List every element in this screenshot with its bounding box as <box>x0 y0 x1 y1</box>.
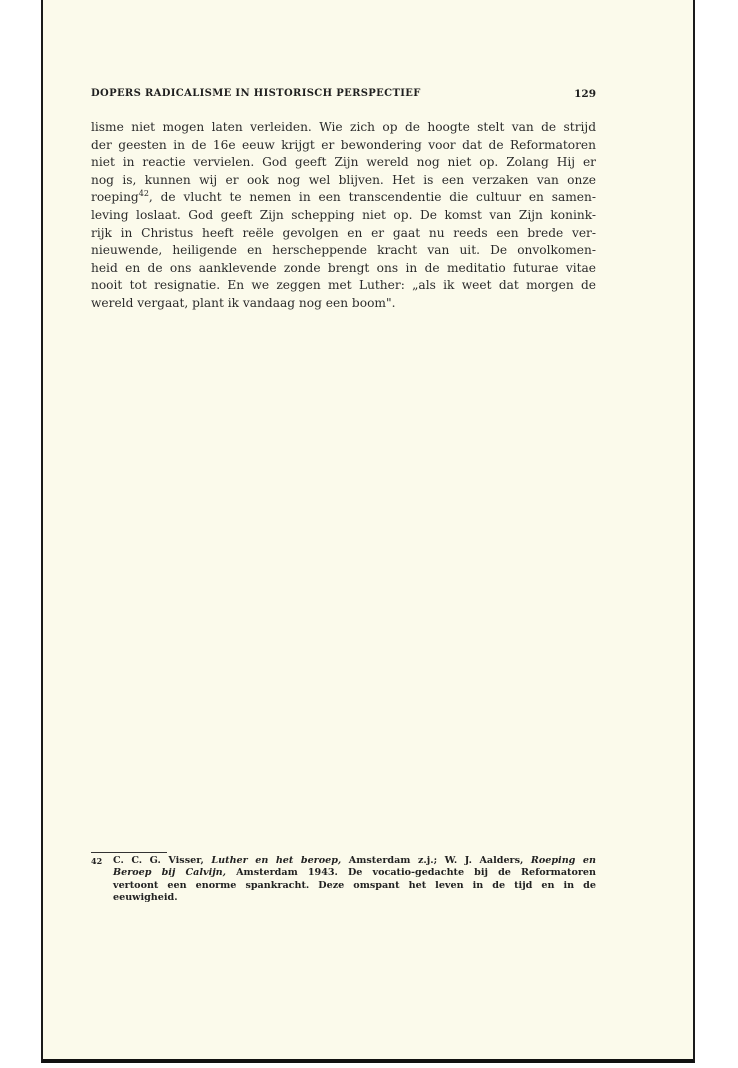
footnote-citation-2: Amsterdam 1943. De vocatio-gedachte bij de Reformatoren <box>226 867 596 879</box>
body-line: der geesten in de 16e eeuw krijgt er bewondering voor dat de Reformatoren <box>91 137 596 152</box>
body-line: nieuwende, heiligende en herscheppende kracht van uit. De onvolkomen- <box>91 243 596 258</box>
body-line-end: , de vlucht te nemen in een transcendentie die cultuur en samen- <box>148 190 596 205</box>
footnote-title-roeping: Roeping en <box>530 855 596 866</box>
body-line: heid en de ons aanklevende zonde brengt ons in de meditatio futurae vitae <box>91 260 596 275</box>
footnote-line: vertoont een enorme spankracht. Deze omspant het leven in de tijd en in de <box>113 879 596 891</box>
footnote-number: 42 <box>91 856 103 866</box>
footnote-line <box>113 855 596 867</box>
running-header <box>91 88 596 104</box>
footnote-citation: Amsterdam z.j.; W. J. Aalders, <box>341 855 531 866</box>
body-line-with-footnote-ref <box>91 189 596 207</box>
footnote-body <box>113 855 596 904</box>
footnote-line: eeuwigheid. <box>113 891 178 903</box>
body-line: wereld vergaat, plant ik vandaag nog een boom". <box>91 295 396 310</box>
body-line: nog is, kunnen wij er ook nog wel blijven. Het is een verzaken van onze <box>91 172 596 187</box>
body-line: nooit tot resignatie. En we zeggen met Luther: „als ik weet dat morgen de <box>91 278 596 293</box>
footnote-title-beroep: Beroep bij Calvijn, <box>113 867 226 879</box>
footnote-divider <box>91 852 167 853</box>
footnote-title-luther: Luther en het beroep, <box>211 855 342 866</box>
body-line: leving loslaat. God geeft Zijn schepping niet op. De komst van Zijn konink- <box>91 207 596 222</box>
body-line-start: roeping <box>91 190 139 205</box>
body-line: lisme niet mogen laten verleiden. Wie zich op de hoogte stelt van de strijd <box>91 120 596 134</box>
footnote-author: C. C. G. Visser, <box>113 855 212 866</box>
running-title: DOPERS RADICALISME IN HISTORISCH PERSPECTIEF <box>91 88 421 99</box>
body-line: rijk in Christus heeft reële gevolgen en er gaat nu reeds een brede ver- <box>91 225 596 240</box>
body-text <box>91 119 596 313</box>
footnote-reference: 42 <box>138 189 149 199</box>
body-line: niet in reactie vervielen. God geeft Zijn wereld nog niet op. Zolang Hij er <box>91 155 596 170</box>
footnote <box>91 855 596 904</box>
page-number: 129 <box>574 88 596 100</box>
footnote-line <box>113 867 596 879</box>
